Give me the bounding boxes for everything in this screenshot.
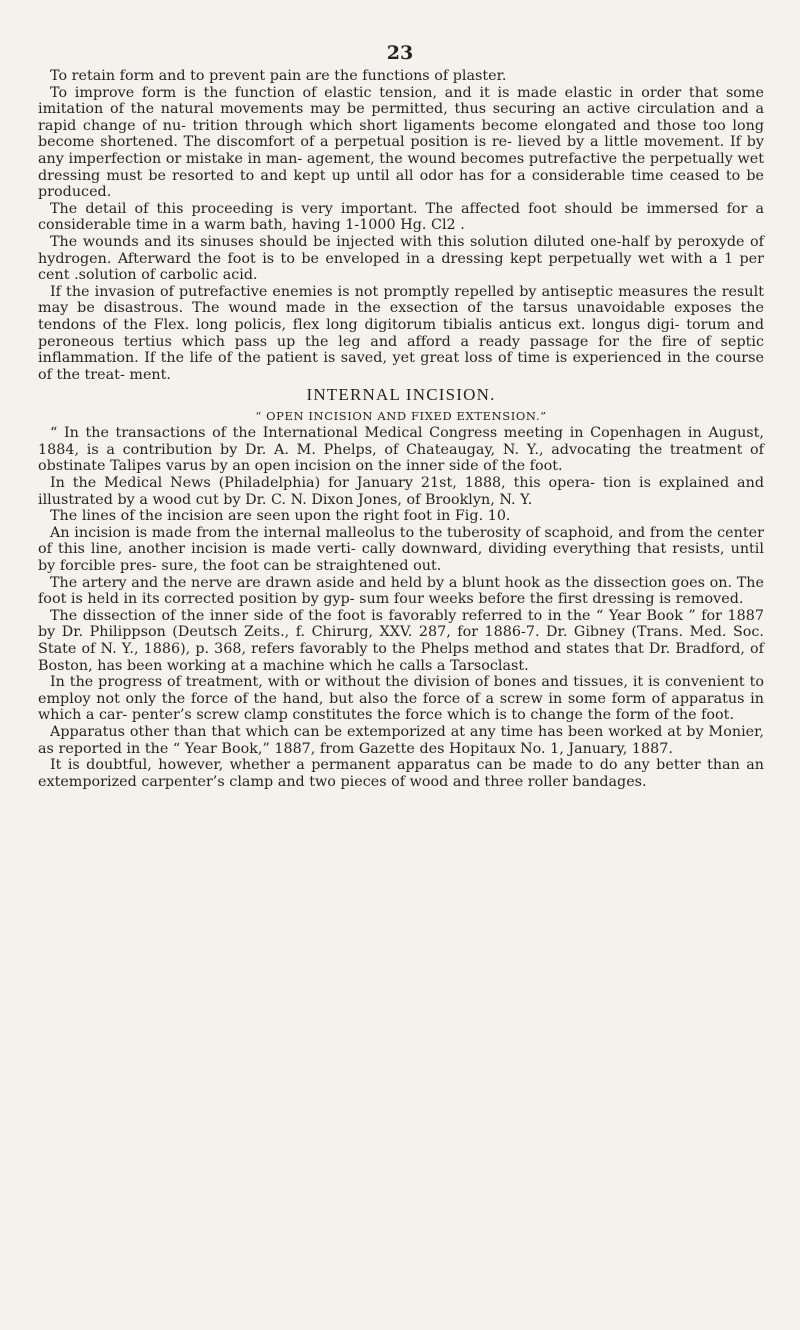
paragraph: The dissection of the inner side of the foot is favorably referred to in the “ Year Book ” for 1887 by Dr. Philippson (Deutsch Zeits., f. Chirurg, XXV. 287, for 1886-7. Dr. Gibney (Trans. Med. Soc. State of N. Y., 1886), p. 368, refers favorably to the Phelps method and states that Dr. Bradford, of Boston, has been working at a machine which he calls a Tarsoclast.: [38, 607, 764, 674]
paragraph: Apparatus other than that which can be extemporized at any time has been worked at by Monier, as reported in the “ Year Book,” 1887, from Gazette des Hopitaux No. 1, January, 1887.: [38, 723, 764, 757]
paragraph: The artery and the nerve are drawn aside and held by a blunt hook as the dissection goes on. The foot is held in its corrected position by gyp- sum four weeks before the first dressing is removed.: [38, 574, 764, 608]
paragraph: “ In the transactions of the International Medical Congress meeting in Copenhagen in August, 1884, is a contribution by Dr. A. M. Phelps, of Chateaugay, N. Y., advocating the treatment of obstinate Talipes varus by an open incision on the inner side of the foot.: [38, 425, 764, 475]
page-number: 23: [386, 42, 414, 64]
paragraph: If the invasion of putrefactive enemies is not promptly repelled by antiseptic measures the result may be disastrous. The wound made in the exsection of the tarsus unavoidable exposes the tendons of the Flex. long policis, flex long digitorum tibialis anticus ext. longus digi- torum and peroneous tertius which pass up the leg and afford a ready passage for the fire of septic inflammation. If the life of the patient is saved, yet great loss of time is experienced in the course of the treat- ment.: [38, 283, 764, 383]
paragraph: The detail of this proceeding is very important. The affected foot should be immersed for a considerable time in a warm bath, having 1-1000 Hg. Cl2 .: [38, 200, 764, 234]
body-text: [38, 68, 764, 790]
paragraph: To retain form and to prevent pain are the functions of plaster.: [50, 68, 507, 84]
section-heading: INTERNAL INCISION.: [306, 385, 496, 405]
paragraph: The lines of the incision are seen upon the right foot in Fig. 10.: [50, 508, 511, 525]
paragraph: The wounds and its sinuses should be injected with this solution diluted one-half by peroxyde of hydrogen. Afterward the foot is to be enveloped in a dressing kept perpetually wet with a 1 per cent .solution of carbolic acid.: [38, 233, 764, 284]
paragraph: An incision is made from the internal malleolus to the tuberosity of scaphoid, and from the center of this line, another incision is made verti- cally downward, dividing everything that resists, until by forcible pres- sure, the foot can be straightened out.: [38, 524, 764, 575]
paragraph: In the progress of treatment, with or without the division of bones and tissues, it is convenient to employ not only the force of the hand, but also the force of a screw in some form of apparatus in which a car- penter’s screw clamp constitutes the force which is to change the form of the foot.: [38, 674, 764, 724]
paragraph: It is doubtful, however, whether a permanent apparatus can be made to do any better than an extemporized carpenter’s clamp and two pieces of wood and three roller bandages.: [38, 757, 764, 790]
paragraph: To improve form is the function of elastic tension, and it is made elastic in order that some imitation of the natural movements may be permitted, thus securing an active circulation and a rapid change of nu- trition through which short ligaments become elongated and those too long become shortened. The discomfort of a perpetual position is re- lieved by a little movement. If by any imperfection or mistake in man- agement, the wound becomes putrefactive the perpetually wet dressing must be resorted to and kept up until all odor has for a considerable time ceased to be produced.: [38, 84, 764, 201]
section-subheading: “ OPEN INCISION AND FIXED EXTENSION.”: [255, 409, 547, 424]
paragraph: In the Medical News (Philadelphia) for January 21st, 1888, this opera- tion is explained and illustrated by a wood cut by Dr. C. N. Dixon Jones, of Brooklyn, N. Y.: [38, 475, 764, 508]
